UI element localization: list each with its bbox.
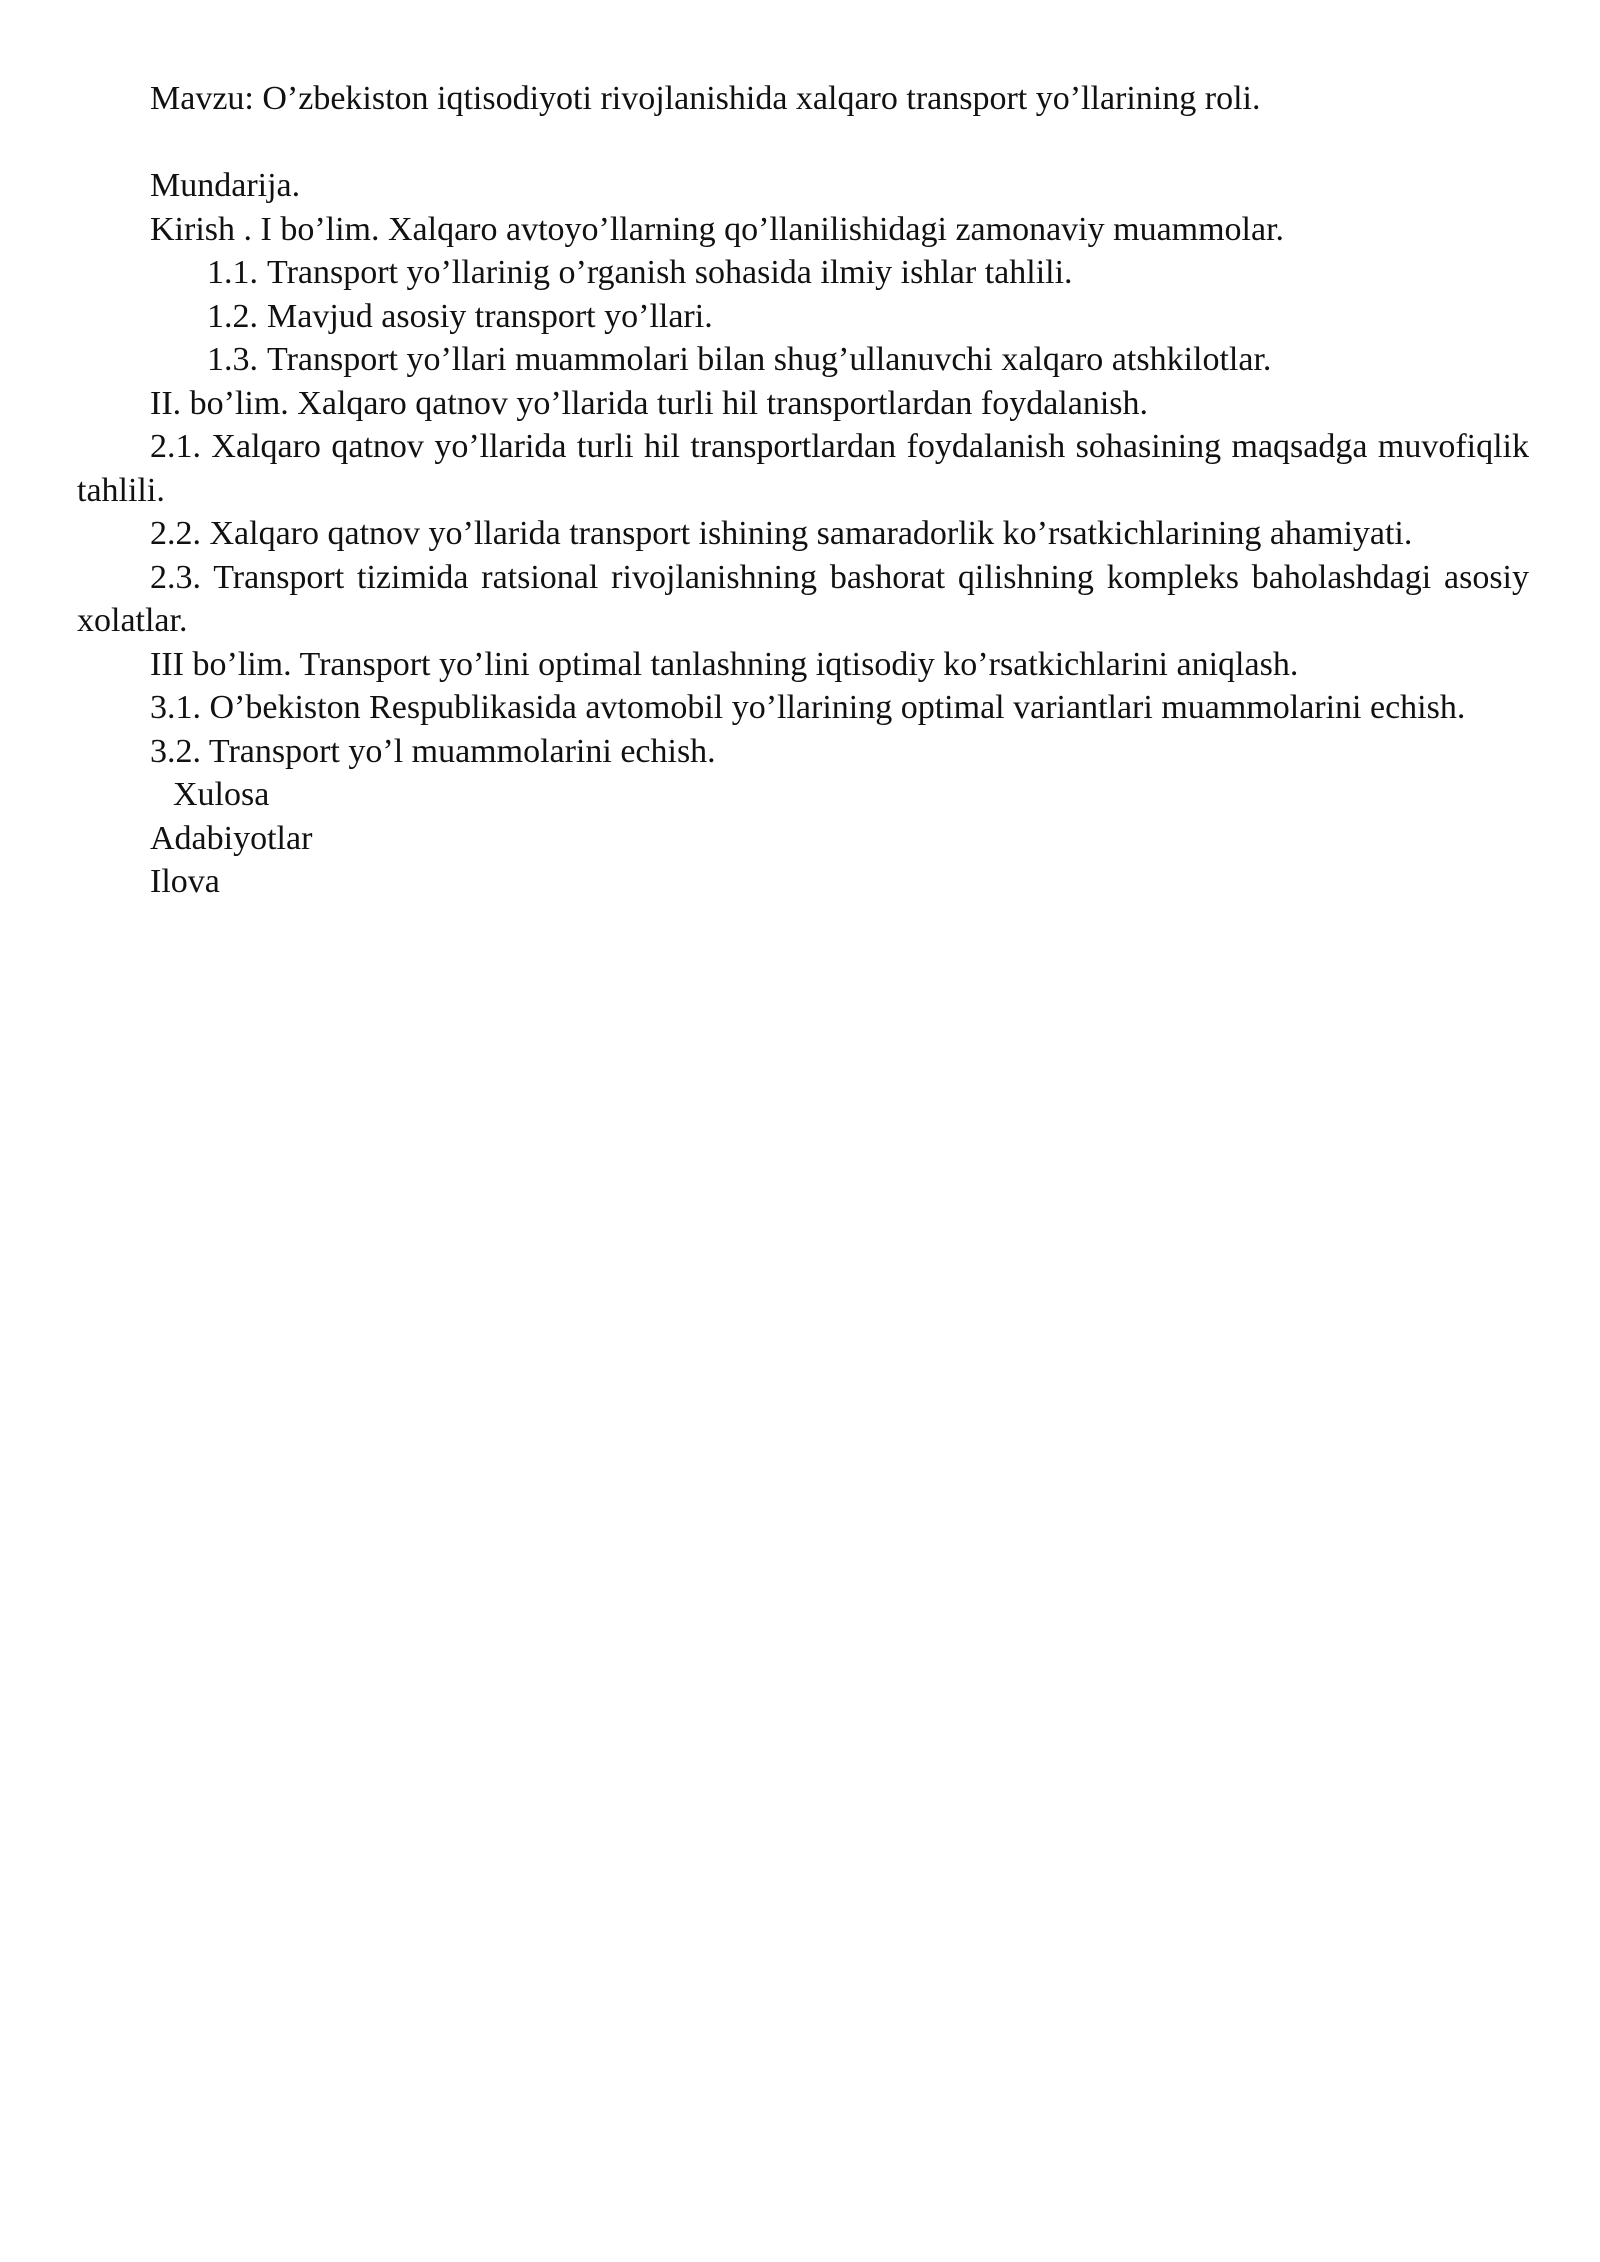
toc-item-2-2: 2.2. Xalqaro qatnov yo’llarida transport ishining samaradorlik ko’rsatkichlarining ahamiyati. bbox=[150, 515, 1413, 552]
toc-heading: Mundarija. bbox=[150, 167, 301, 204]
toc-part2: II. bo’lim. Xalqaro qatnov yo’llarida turli hil transportlardan foydalanish. bbox=[150, 384, 1149, 422]
toc-item-number: 1.2. bbox=[207, 297, 258, 335]
toc-item-number: 1.1. bbox=[207, 254, 258, 291]
toc-item-3-1: 3.1. O’bekiston Respublikasida avtomobil yo’llarining optimal variantlari muammolarini echish. bbox=[150, 689, 1466, 726]
toc-item-text: Mavjud asosiy transport yo’llari. bbox=[267, 297, 713, 335]
topic-line: Mavzu: O’zbekiston iqtisodiyoti rivojlanishida xalqaro transport yo’llarining roli. bbox=[150, 80, 1261, 117]
toc-item-1-2 bbox=[77, 295, 1529, 339]
toc-item-text: Transport yo’llarinig o’rganish sohasida ilmiy ishlar tahlili. bbox=[267, 254, 1073, 291]
toc-part3: III bo’lim. Transport yo’lini optimal tanlashning iqtisodiy ko’rsatkichlarini aniqlash. bbox=[150, 645, 1299, 683]
toc-references: Adabiyotlar bbox=[150, 819, 313, 857]
toc-item-3-2: 3.2. Transport yo’l muammolarini echish. bbox=[150, 732, 716, 770]
toc-item-2-3: 2.3. Transport tizimida ratsional rivojlanishning bashorat qilishning kompleks baholashdagi asosiy xolatlar. bbox=[77, 558, 1529, 639]
toc-intro-part1: Kirish . I bo’lim. Xalqaro avtoyo’llarning qo’llanilishidagi zamonaviy muammolar. bbox=[150, 210, 1285, 248]
toc-item-1-3 bbox=[77, 338, 1529, 382]
toc-item-1-1 bbox=[77, 251, 1529, 295]
toc-conclusion: Xulosa bbox=[173, 776, 270, 813]
toc-appendix: Ilova bbox=[150, 863, 220, 900]
document-content bbox=[77, 77, 1529, 904]
toc-item-2-1: 2.1. Xalqaro qatnov yo’llarida turli hil transportlardan foydalanish sohasining maqsadga muvofiqlik tahlili. bbox=[77, 428, 1529, 509]
toc-item-text: Transport yo’llari muammolari bilan shug’ullanuvchi xalqaro atshkilotlar. bbox=[267, 341, 1272, 378]
toc-item-number: 1.3. bbox=[207, 341, 258, 378]
